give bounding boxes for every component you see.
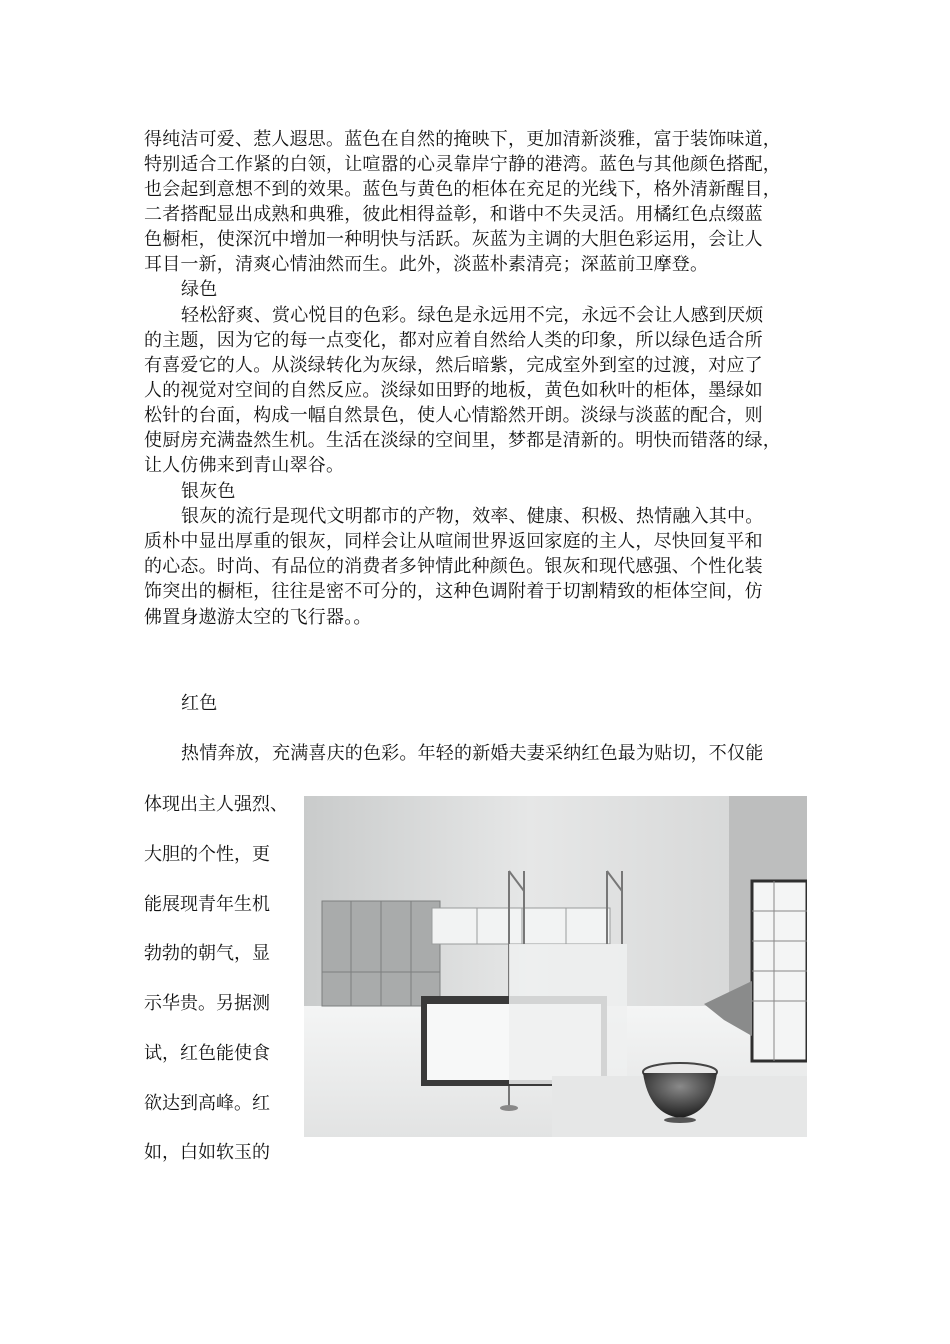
glass-panel xyxy=(509,944,627,1084)
text-line: 如，白如软玉的 xyxy=(144,1142,270,1163)
kitchen-photo xyxy=(304,796,807,1137)
text-line: 大胆的个性，更 xyxy=(144,844,270,865)
text-line: 色橱柜，使深沉中增加一种明快与活跃。灰蓝为主调的大胆色彩运用，会让人 xyxy=(144,229,763,250)
text-line: 有喜爱它的人。从淡绿转化为灰绿，然后暗紫，完成室外到室的过渡，对应了 xyxy=(144,355,763,376)
red-intro: 热情奔放，充满喜庆的色彩。年轻的新婚夫妻采纳红色最为贴切，不仅能 xyxy=(181,743,764,764)
silver-heading: 银灰色 xyxy=(181,481,236,502)
text-line: 轻松舒爽、赏心悦目的色彩。绿色是永远用不完，永远不会让人感到厌烦 xyxy=(181,305,764,326)
text-line: 饰突出的橱柜，往往是密不可分的，这种色调附着于切割精致的柜体空间，仿 xyxy=(144,581,763,602)
text-line: 松针的台面，构成一幅自然景色，使人心情豁然开朗。淡绿与淡蓝的配合，则 xyxy=(144,405,763,426)
wall-cabinets xyxy=(432,908,610,944)
text-line: 也会起到意想不到的效果。蓝色与黄色的柜体在充足的光线下，格外清新醒目， xyxy=(144,179,781,200)
text-line: 的心态。时尚、有品位的消费者多钟情此种颜色。银灰和现代感强、个性化装 xyxy=(144,556,763,577)
red-heading: 红色 xyxy=(181,693,218,714)
text-line: 让人仿佛来到青山翠谷。 xyxy=(144,455,345,476)
text-line: 能展现青年生机 xyxy=(144,894,270,915)
text-line: 使厨房充满盎然生机。生活在淡绿的空间里，梦都是清新的。明快而错落的绿， xyxy=(144,430,781,451)
text-line: 人的视觉对空间的自然反应。淡绿如田野的地板，黄色如秋叶的柜体，墨绿如 xyxy=(144,380,763,401)
text-line: 试，红色能使食 xyxy=(144,1043,270,1064)
green-heading: 绿色 xyxy=(181,279,218,300)
text-line: 勃勃的朝气，显 xyxy=(144,943,270,964)
text-line: 佛置身遨游太空的飞行器。。 xyxy=(144,607,372,628)
text-line: 银灰的流行是现代文明都市的产物，效率、健康、积极、热情融入其中。 xyxy=(181,506,764,527)
text-line: 质朴中显出厚重的银灰，同样会让从喧闹世界返回家庭的主人，尽快回复平和 xyxy=(144,531,763,552)
text-line: 得纯洁可爱、惹人遐思。蓝色在自然的掩映下，更加清新淡雅，富于装饰味道， xyxy=(144,129,781,150)
text-line: 二者搭配显出成熟和典雅，彼此相得益彰，和谐中不失灵活。用橘红色点缀蓝 xyxy=(144,204,763,225)
text-line: 示华贵。另据测 xyxy=(144,993,270,1014)
text-line: 体现出主人强烈、 xyxy=(144,794,288,815)
text-line: 欲达到高峰。红 xyxy=(144,1093,270,1114)
text-line: 的主题，因为它的每一点变化，都对应着自然给人类的印象，所以绿色适合所 xyxy=(144,330,763,351)
text-line: 耳目一新，清爽心情油然而生。此外，淡蓝朴素清亮；深蓝前卫摩登。 xyxy=(144,254,709,275)
text-line: 特别适合工作紧的白领，让喧嚣的心灵靠岸宁静的港湾。蓝色与其他颜色搭配， xyxy=(144,154,781,175)
